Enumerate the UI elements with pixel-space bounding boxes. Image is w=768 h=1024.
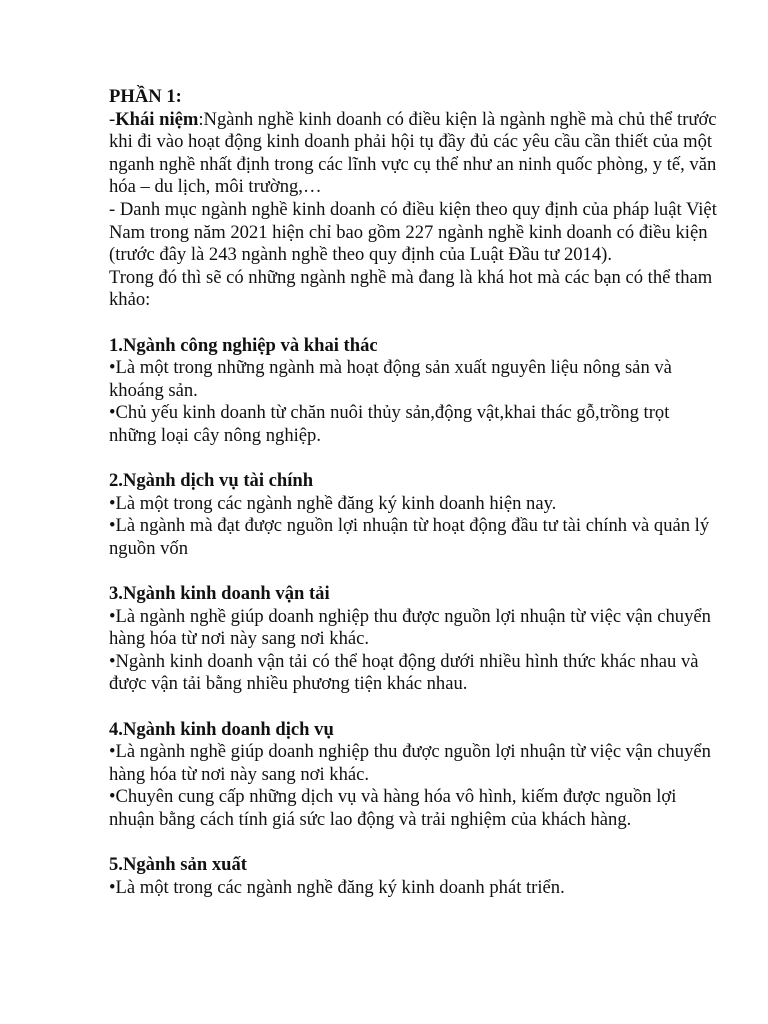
section-4-bullet-2: •Chuyên cung cấp những dịch vụ và hàng hóa vô hình, kiếm được nguồn lợi nhuận bằng cách tính giá sức lao động và trải nghiệm của khách hàng. — [109, 786, 677, 830]
section-2-bullet-1: •Là một trong các ngành nghề đăng ký kinh doanh hiện nay. — [109, 492, 557, 514]
concept-label: Khái niệm — [115, 108, 199, 130]
spacer — [109, 696, 718, 719]
section-title-1: 1.Ngành công nghiệp và khai thác — [109, 334, 378, 356]
section-title-4: 4.Ngành kinh doanh dịch vụ — [109, 718, 334, 740]
section-3-bullet-1: •Là ngành nghề giúp doanh nghiệp thu được nguồn lợi nhuận từ việc vận chuyển hàng hóa từ nơi này sang nơi khác. — [109, 605, 711, 650]
section-4-bullet-1: •Là ngành nghề giúp doanh nghiệp thu được nguồn lợi nhuận từ việc vận chuyển hàng hóa từ nơi này sang nơi khác. — [109, 741, 711, 785]
section-title-3: 3.Ngành kinh doanh vận tải — [109, 583, 330, 605]
concept-paragraph — [109, 109, 718, 199]
spacer — [109, 312, 718, 335]
section-title-5: 5.Ngành sản xuất — [109, 854, 247, 876]
section-title-2: 2.Ngành dịch vụ tài chính — [109, 470, 314, 492]
list-intro-paragraph: - Danh mục ngành nghề kinh doanh có điều kiện theo quy định của pháp luật Việt Nam trong năm 2021 hiện chỉ bao gồm 227 ngành nghề kinh doanh có điều kiện (trước đây là 243 ngành nghề theo quy định của Luật Đầu tư 2014). — [109, 198, 717, 266]
part-title: PHẦN 1: — [109, 86, 182, 107]
section-2-bullet-2: •Là ngành mà đạt được nguồn lợi nhuận từ hoạt động đầu tư tài chính và quản lý nguồn vốn — [109, 515, 710, 559]
concept-text: :Ngành nghề kinh doanh có điều kiện là ngành nghề mà chủ thể trước khi đi vào hoạt động kinh doanh phải hội tụ đầy đủ các yêu cầu cần thiết của một nganh nghề nhất định trong các lĩnh vực cụ thể như an ninh quốc phòng, y tế, văn hóa – du lịch, môi trường,… — [109, 108, 717, 198]
spacer — [109, 448, 718, 471]
spacer — [109, 832, 718, 855]
section-3-bullet-2: •Ngành kinh doanh vận tải có thể hoạt động dưới nhiều hình thức khác nhau và được vận tải bằng nhiều phương tiện khác nhau. — [109, 650, 699, 695]
section-5-bullet-1: •Là một trong các ngành nghề đăng ký kinh doanh phát triển. — [109, 876, 565, 898]
spacer — [109, 560, 718, 583]
section-1-bullet-1: •Là một trong những ngành mà hoạt động sản xuất nguyên liệu nông sản và khoáng sản. — [109, 357, 672, 401]
hot-intro-paragraph: Trong đó thì sẽ có những ngành nghề mà đang là khá hot mà các bạn có thể tham khảo: — [109, 266, 713, 311]
section-1-bullet-2: •Chủ yếu kinh doanh từ chăn nuôi thủy sản,động vật,khai thác gỗ,trồng trọt những loại cây nông nghiệp. — [109, 402, 670, 446]
concept-prefix: - — [109, 108, 116, 130]
